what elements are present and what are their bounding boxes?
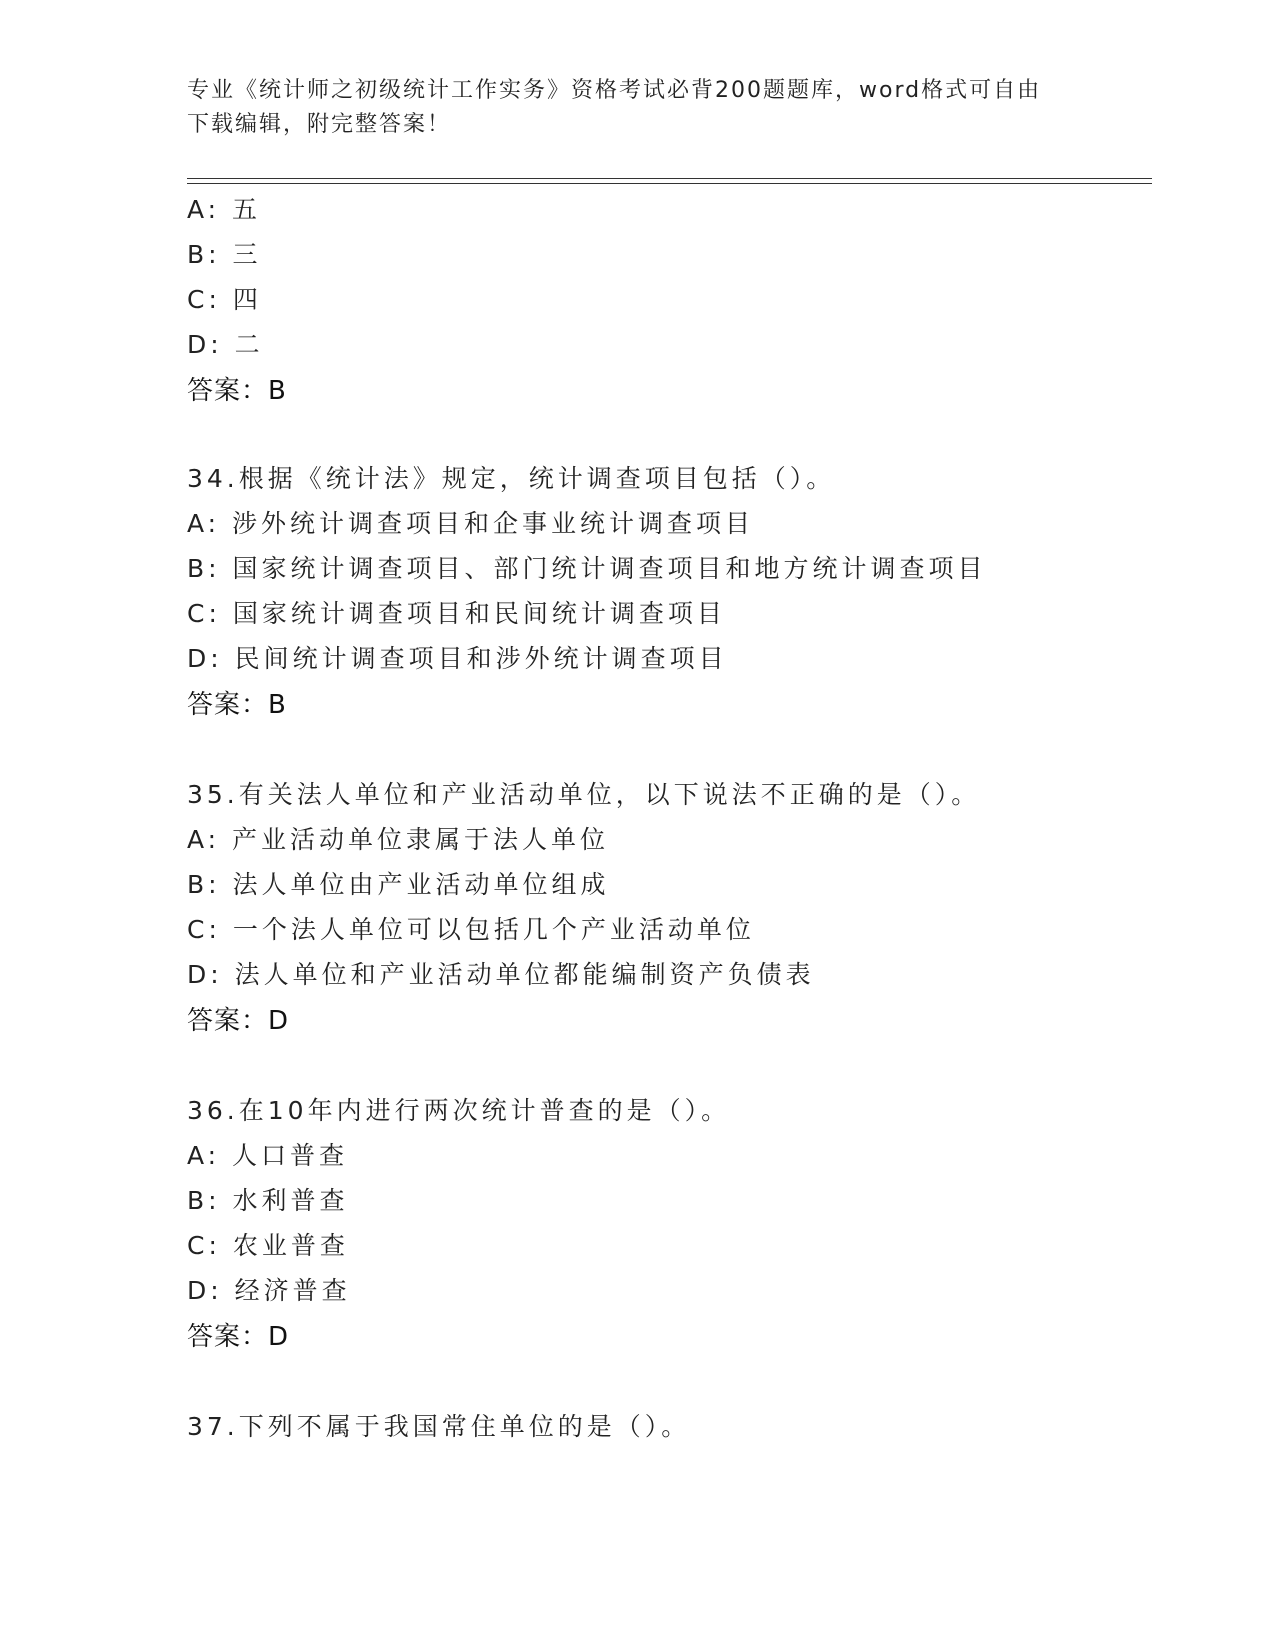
q33-option-a: A: 五 (187, 195, 262, 224)
q34-question: 34.根据《统计法》规定，统计调查项目包括（）。 (187, 464, 836, 493)
header-divider-bottom (187, 183, 1152, 184)
q36-option-c: C: 农业普查 (187, 1231, 349, 1260)
q36-question: 36.在10年内进行两次统计普查的是（）。 (187, 1096, 731, 1125)
q34-option-d: D: 民间统计调查项目和涉外统计调查项目 (187, 644, 728, 673)
q36-answer: 答案：D (187, 1322, 290, 1352)
q36-option-d: D: 经济普查 (187, 1276, 351, 1305)
q35-option-a: A: 产业活动单位隶属于法人单位 (187, 825, 610, 854)
q34-option-a: A: 涉外统计调查项目和企事业统计调查项目 (187, 509, 755, 538)
header-line-1: 专业《统计师之初级统计工作实务》资格考试必背200题题库，word格式可自由 (187, 78, 1042, 103)
q33-option-c: C: 四 (187, 285, 262, 314)
q35-question: 35.有关法人单位和产业活动单位，以下说法不正确的是（）。 (187, 780, 981, 809)
q35-answer: 答案：D (187, 1006, 290, 1036)
q36-option-b: B: 水利普查 (187, 1186, 349, 1215)
header-line-2: 下载编辑，附完整答案！ (187, 112, 452, 137)
header-divider-top (187, 178, 1152, 179)
q35-option-d: D: 法人单位和产业活动单位都能编制资产负债表 (187, 960, 815, 989)
q37-question: 37.下列不属于我国常住单位的是（）。 (187, 1412, 691, 1441)
q34-option-b: B: 国家统计调查项目、部门统计调查项目和地方统计调查项目 (187, 554, 987, 583)
q36-option-a: A: 人口普查 (187, 1141, 349, 1170)
q35-option-c: C: 一个法人单位可以包括几个产业活动单位 (187, 915, 755, 944)
q35-option-b: B: 法人单位由产业活动单位组成 (187, 870, 610, 899)
document-header (187, 74, 1067, 142)
q33-option-b: B: 三 (187, 240, 262, 269)
q33-answer: 答案：B (187, 376, 287, 406)
q34-option-c: C: 国家统计调查项目和民间统计调查项目 (187, 599, 726, 628)
q34-answer: 答案：B (187, 690, 287, 720)
q33-option-d: D: 二 (187, 330, 264, 359)
